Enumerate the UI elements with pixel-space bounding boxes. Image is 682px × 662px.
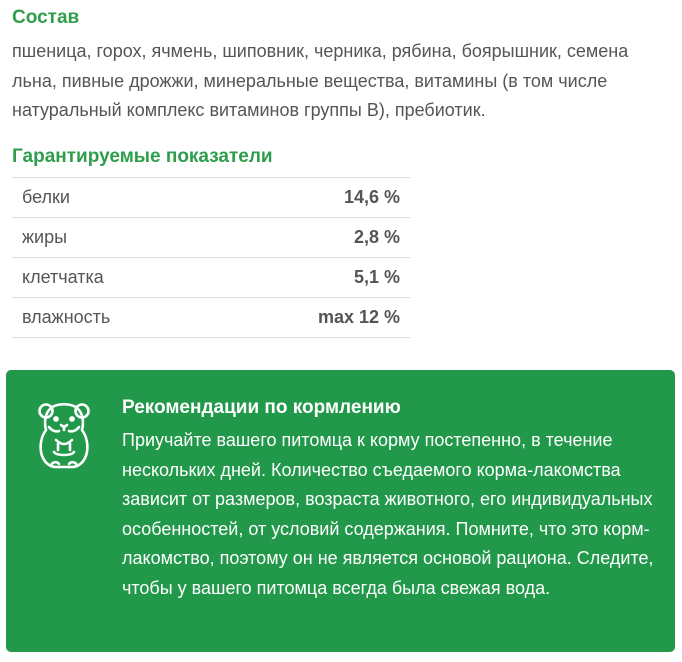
feeding-text: Приучайте вашего питомца к корму постепенно, в течение нескольких дней. Количество съедаемого корма-лакомства зависит от размеров, возраста животного, его индивидуальных особенностей, от условий содержания. Помните, что это корм-лакомство, поэтому он не является основой рациона. Следите, чтобы у вашего питомца всегда была свежая вода. (122, 430, 654, 598)
indicator-row-fiber (12, 258, 410, 298)
indicator-row-protein (12, 178, 410, 218)
indicator-value: max 12 % (317, 307, 400, 327)
composition-title: Состав (12, 7, 80, 28)
indicator-name: влажность (22, 307, 111, 327)
indicator-value: 5,1 % (353, 267, 400, 287)
feeding-recommendations-box (6, 370, 675, 652)
indicator-row-moisture (12, 298, 410, 338)
indicator-name: клетчатка (22, 267, 104, 287)
feeding-title: Рекомендации по кормлению (122, 397, 401, 418)
indicator-value: 14,6 % (343, 187, 400, 207)
indicators-title: Гарантируемые показатели (12, 146, 273, 167)
indicator-name: жиры (22, 227, 68, 247)
composition-text: пшеница, горох, ячмень, шиповник, черника, рябина, боярышник, семена льна, пивные дрожжи, минеральные вещества, витамины (в том числе натуральный комплекс витаминов группы В), пребиотик. (12, 41, 629, 120)
indicator-name: белки (22, 187, 70, 207)
indicator-value: 2,8 % (353, 227, 400, 247)
indicators-table (12, 177, 410, 338)
indicator-row-fat (12, 218, 410, 258)
hamster-icon (37, 400, 91, 470)
